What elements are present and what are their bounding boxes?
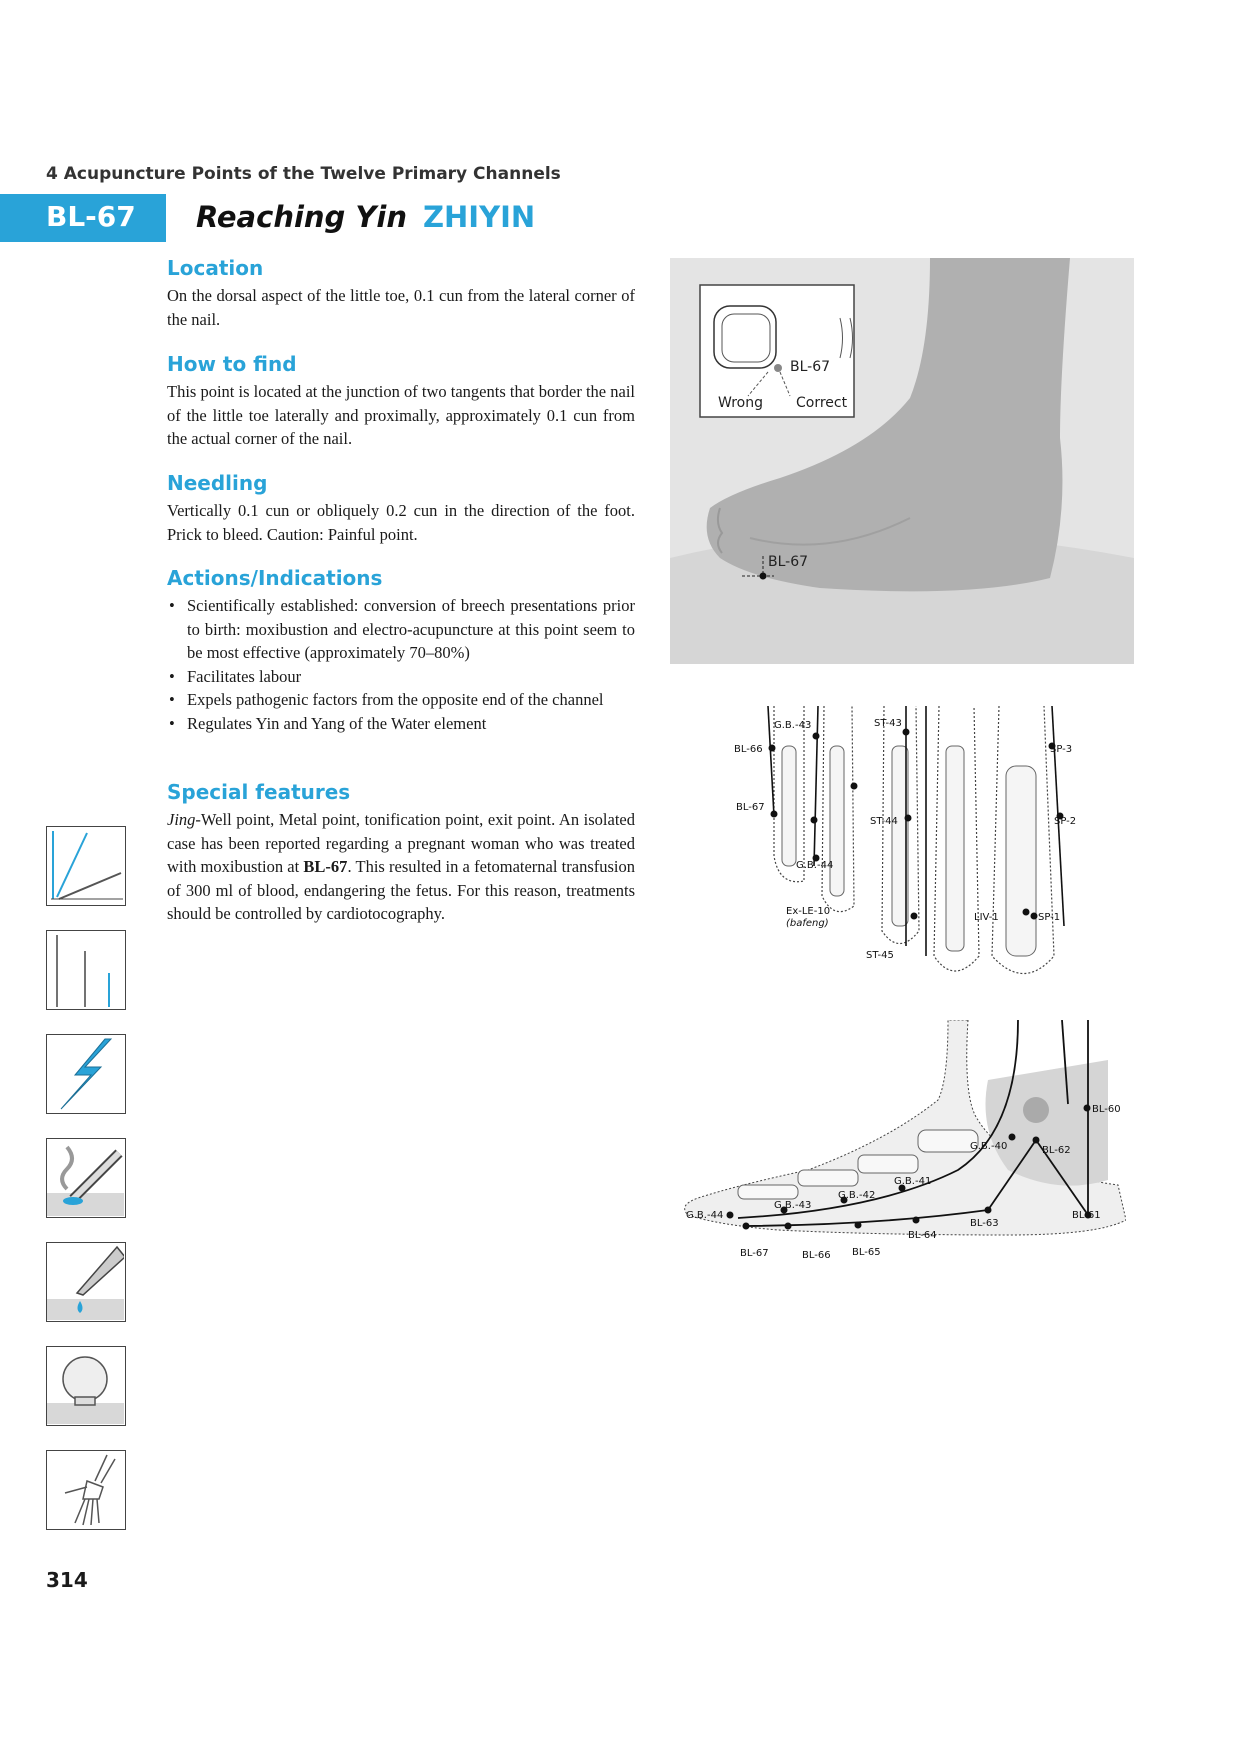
label-gb41: G.B.-41	[894, 1176, 932, 1187]
point-code: BL-67	[46, 200, 136, 233]
special-features-section	[167, 780, 635, 926]
label-bafeng: (bafeng)	[786, 918, 829, 929]
label-bl65-side: BL-65	[852, 1247, 881, 1258]
label-gb43-side: G.B.-43	[774, 1200, 812, 1211]
special-features-heading: Special features	[167, 780, 351, 804]
label-st43: ST-43	[874, 718, 902, 729]
label-bl61: BL-61	[1072, 1210, 1101, 1221]
location-text: On the dorsal aspect of the little toe, 0.1 cun from the lateral corner of the nail.	[167, 286, 635, 329]
label-bl67-side: BL-67	[740, 1248, 769, 1259]
how-to-find-text: This point is located at the junction of two tangents that border the nail of the little toe laterally and proximally, approximately 0.1 cun from the actual corner of the nail.	[167, 382, 635, 448]
label-gb43-top: G.B.-43	[774, 720, 812, 731]
point-name-pinyin: ZHIYIN	[423, 200, 536, 234]
lateral-foot-diagram	[678, 1020, 1126, 1280]
page-number: 314	[46, 1568, 88, 1592]
label-sp3: SP-3	[1050, 744, 1073, 755]
label-bl66-side: BL-66	[802, 1250, 831, 1261]
special-text-b: . This resulted in a fetomaternal transfusion of 300 ml of blood, endangering the fetus. For this reason, treatments should be controlled by cardiotocography.	[167, 857, 636, 923]
actions-list	[167, 594, 635, 735]
electro-acupuncture-icon	[46, 1034, 126, 1114]
label-gb42: G.B.-42	[838, 1190, 876, 1201]
actions-section	[167, 566, 635, 735]
label-gb44-top: G.B.-44	[796, 860, 834, 871]
special-text-bold: BL-67	[303, 857, 348, 876]
label-liv1: LIV-1	[974, 912, 999, 923]
label-bl63: BL-63	[970, 1218, 999, 1229]
list-item: • Scientifically established: conversion of breech presentations prior to birth: moxibustion and electro-acupuncture at this point seem to be most effective (approximately 70–80%)	[167, 594, 635, 665]
list-item: • Expels pathogenic factors from the opposite end of the channel	[167, 688, 635, 712]
point-code-tab	[0, 194, 166, 242]
needle-depth-icon	[46, 930, 126, 1010]
needling-text: Vertically 0.1 cun or obliquely 0.2 cun in the direction of the foot. Prick to bleed. Caution: Painful point.	[167, 501, 635, 544]
actions-heading: Actions/Indications	[167, 566, 383, 590]
label-bl64: BL-64	[908, 1230, 937, 1241]
point-title	[196, 200, 535, 234]
moxibustion-icon	[46, 1138, 126, 1218]
foot-photo	[670, 258, 1134, 664]
location-heading: Location	[167, 256, 264, 280]
label-gb44-side: G.B.-44	[686, 1210, 724, 1221]
how-to-find-heading: How to find	[167, 352, 297, 376]
hand-skeleton-icon	[46, 1450, 126, 1530]
label-exle10: Ex-LE-10	[786, 906, 831, 917]
bloodletting-icon	[46, 1242, 126, 1322]
needle-angles-icon	[46, 826, 126, 906]
label-bl67-top: BL-67	[736, 802, 765, 813]
chapter-heading: 4 Acupuncture Points of the Twelve Primary Channels	[46, 164, 561, 184]
label-st44: ST-44	[870, 816, 898, 827]
point-name-en: Reaching Yin	[196, 200, 407, 234]
inset-wrong-label: Wrong	[718, 395, 763, 411]
inset-correct-label: Correct	[796, 395, 848, 411]
foot-bl67-label: BL-67	[768, 554, 809, 570]
toe-diagram	[734, 706, 1114, 996]
label-bl60: BL-60	[1092, 1104, 1121, 1115]
special-features-text	[167, 808, 635, 926]
list-item: • Facilitates labour	[167, 665, 635, 689]
label-bl66-top: BL-66	[734, 744, 763, 755]
needling-section	[167, 471, 635, 546]
special-text-a: -Well point, Metal point, tonification point, exit point. An isolated case has been reported regarding a pregnant woman who was treated with moxibustion at	[167, 810, 635, 876]
inset-bl67-label: BL-67	[790, 359, 831, 375]
label-st45: ST-45	[866, 950, 894, 961]
needling-heading: Needling	[167, 471, 268, 495]
list-item: • Regulates Yin and Yang of the Water element	[167, 712, 635, 736]
jing-term: Jing	[167, 810, 196, 829]
how-to-find-section	[167, 352, 635, 451]
label-sp2: SP-2	[1054, 816, 1077, 827]
cupping-icon	[46, 1346, 126, 1426]
location-section	[167, 256, 635, 331]
label-bl62: BL-62	[1042, 1145, 1071, 1156]
label-gb40: G.B.-40	[970, 1141, 1008, 1152]
label-sp1: SP-1	[1038, 912, 1061, 923]
